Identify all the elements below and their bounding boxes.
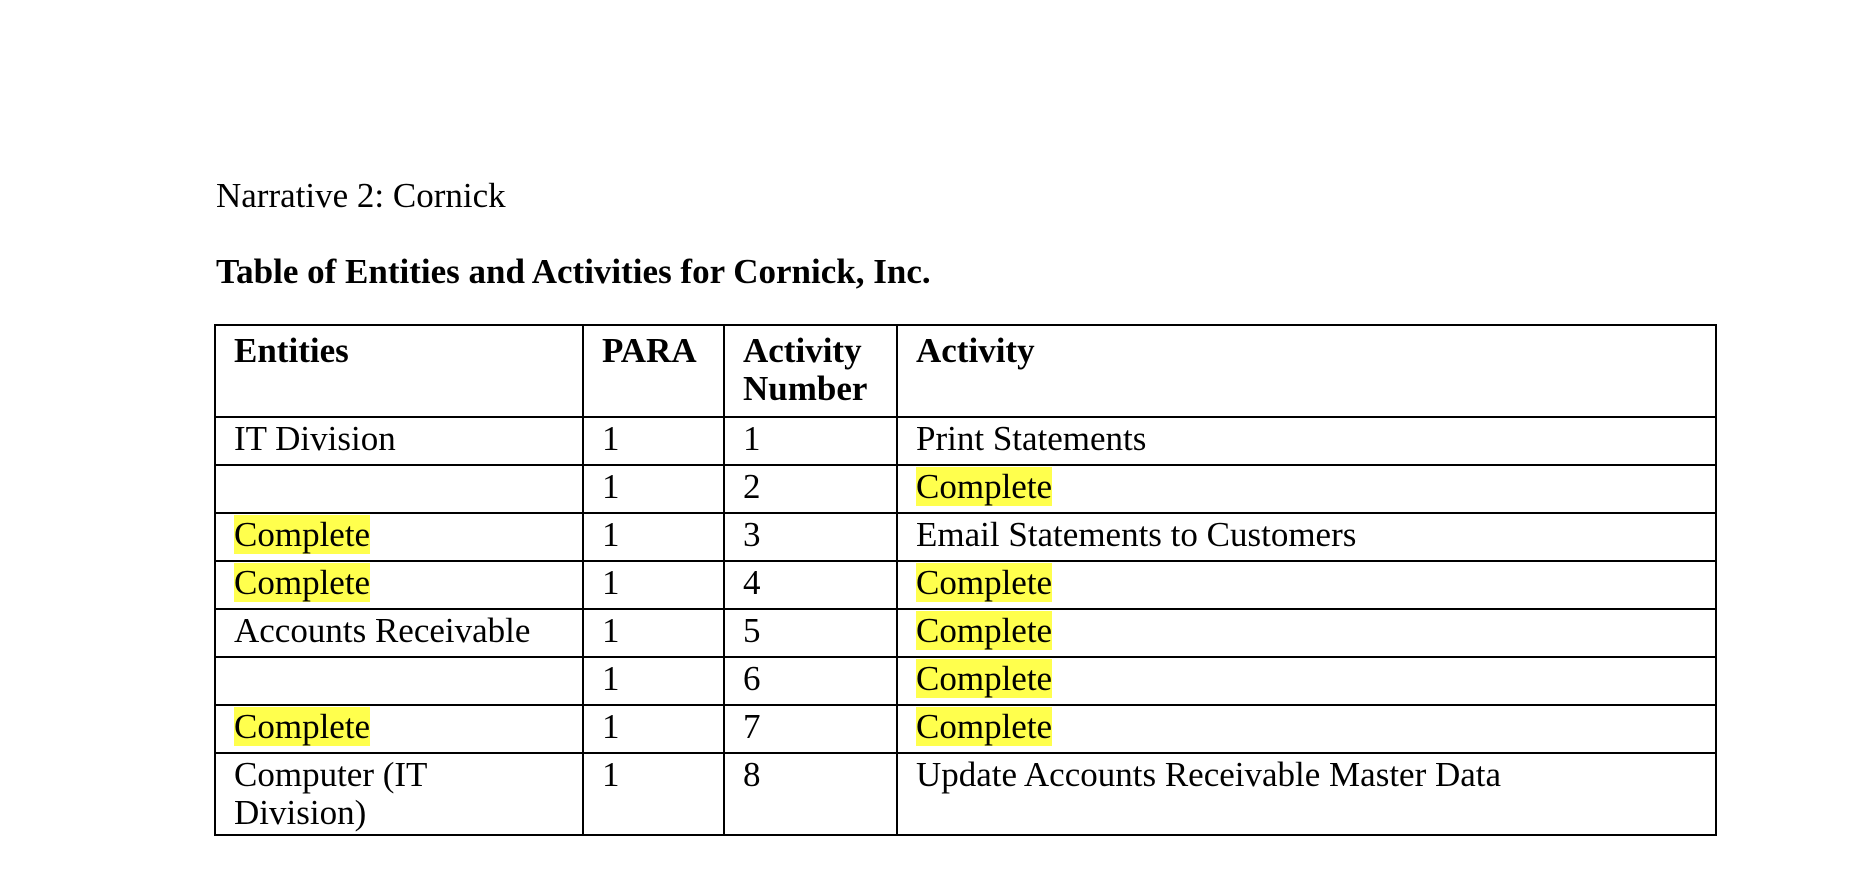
activity-number-cell xyxy=(724,609,897,657)
table-header-row xyxy=(215,325,1716,417)
entity-cell xyxy=(215,753,583,835)
activity-cell xyxy=(897,417,1716,465)
activity-cell-text: Print Statements xyxy=(916,419,1147,458)
table-row xyxy=(215,513,1716,561)
table-row xyxy=(215,561,1716,609)
para-cell xyxy=(583,657,724,705)
table-row xyxy=(215,465,1716,513)
para-cell-text: 1 xyxy=(602,467,620,506)
activity-number-cell-text: 3 xyxy=(743,515,761,554)
header-activity-number: Activity Number xyxy=(724,325,897,417)
entities-activities-table xyxy=(214,324,1717,836)
header-activity: Activity xyxy=(897,325,1716,417)
entity-cell-text: Computer (IT Division) xyxy=(234,755,427,832)
entity-cell xyxy=(215,417,583,465)
activity-number-cell xyxy=(724,657,897,705)
entity-cell xyxy=(215,465,583,513)
activity-cell xyxy=(897,561,1716,609)
header-entities: Entities xyxy=(215,325,583,417)
activity-number-cell-text: 2 xyxy=(743,467,761,506)
para-cell-text: 1 xyxy=(602,659,620,698)
table-body xyxy=(215,417,1716,835)
narrative-heading: Narrative 2: Cornick xyxy=(216,176,506,215)
table-row xyxy=(215,417,1716,465)
entity-cell xyxy=(215,657,583,705)
para-cell-text: 1 xyxy=(602,419,620,458)
para-cell-text: 1 xyxy=(602,563,620,602)
para-cell xyxy=(583,561,724,609)
activity-cell-text: Update Accounts Receivable Master Data xyxy=(916,755,1502,794)
activity-number-cell-text: 1 xyxy=(743,419,761,458)
activity-number-cell xyxy=(724,465,897,513)
activity-number-cell-text: 8 xyxy=(743,755,761,794)
entity-cell-text: Accounts Receivable xyxy=(234,611,531,650)
activity-cell xyxy=(897,513,1716,561)
entity-cell-text: IT Division xyxy=(234,419,396,458)
activity-cell xyxy=(897,465,1716,513)
activity-number-cell-text: 6 xyxy=(743,659,761,698)
activity-cell xyxy=(897,753,1716,835)
para-cell xyxy=(583,609,724,657)
activity-cell-text: Complete xyxy=(916,659,1053,698)
header-para: PARA xyxy=(583,325,724,417)
activity-number-cell xyxy=(724,417,897,465)
activity-number-cell-text: 4 xyxy=(743,563,761,602)
para-cell xyxy=(583,465,724,513)
para-cell-text: 1 xyxy=(602,707,620,746)
table-row xyxy=(215,705,1716,753)
para-cell-text: 1 xyxy=(602,611,620,650)
activity-number-cell-text: 7 xyxy=(743,707,761,746)
para-cell xyxy=(583,513,724,561)
activity-cell-text: Complete xyxy=(916,563,1053,602)
activity-number-cell xyxy=(724,561,897,609)
activity-number-cell xyxy=(724,705,897,753)
entity-cell xyxy=(215,513,583,561)
entity-cell xyxy=(215,609,583,657)
para-cell xyxy=(583,417,724,465)
activity-number-cell xyxy=(724,753,897,835)
table-row xyxy=(215,657,1716,705)
para-cell-text: 1 xyxy=(602,755,620,794)
activity-number-cell-text: 5 xyxy=(743,611,761,650)
entity-cell xyxy=(215,705,583,753)
entity-cell-text: Complete xyxy=(234,515,371,554)
activity-cell-text: Complete xyxy=(916,467,1053,506)
activity-cell xyxy=(897,657,1716,705)
activity-cell-text: Complete xyxy=(916,611,1053,650)
entity-cell xyxy=(215,561,583,609)
entity-cell-text: Complete xyxy=(234,707,371,746)
activity-number-cell xyxy=(724,513,897,561)
activity-cell xyxy=(897,609,1716,657)
activity-cell-text: Complete xyxy=(916,707,1053,746)
entity-cell-text: Complete xyxy=(234,563,371,602)
para-cell xyxy=(583,705,724,753)
table-row xyxy=(215,609,1716,657)
table-row xyxy=(215,753,1716,835)
activity-cell xyxy=(897,705,1716,753)
activity-cell-text: Email Statements to Customers xyxy=(916,515,1357,554)
table-title: Table of Entities and Activities for Cornick, Inc. xyxy=(216,252,931,291)
para-cell-text: 1 xyxy=(602,515,620,554)
para-cell xyxy=(583,753,724,835)
